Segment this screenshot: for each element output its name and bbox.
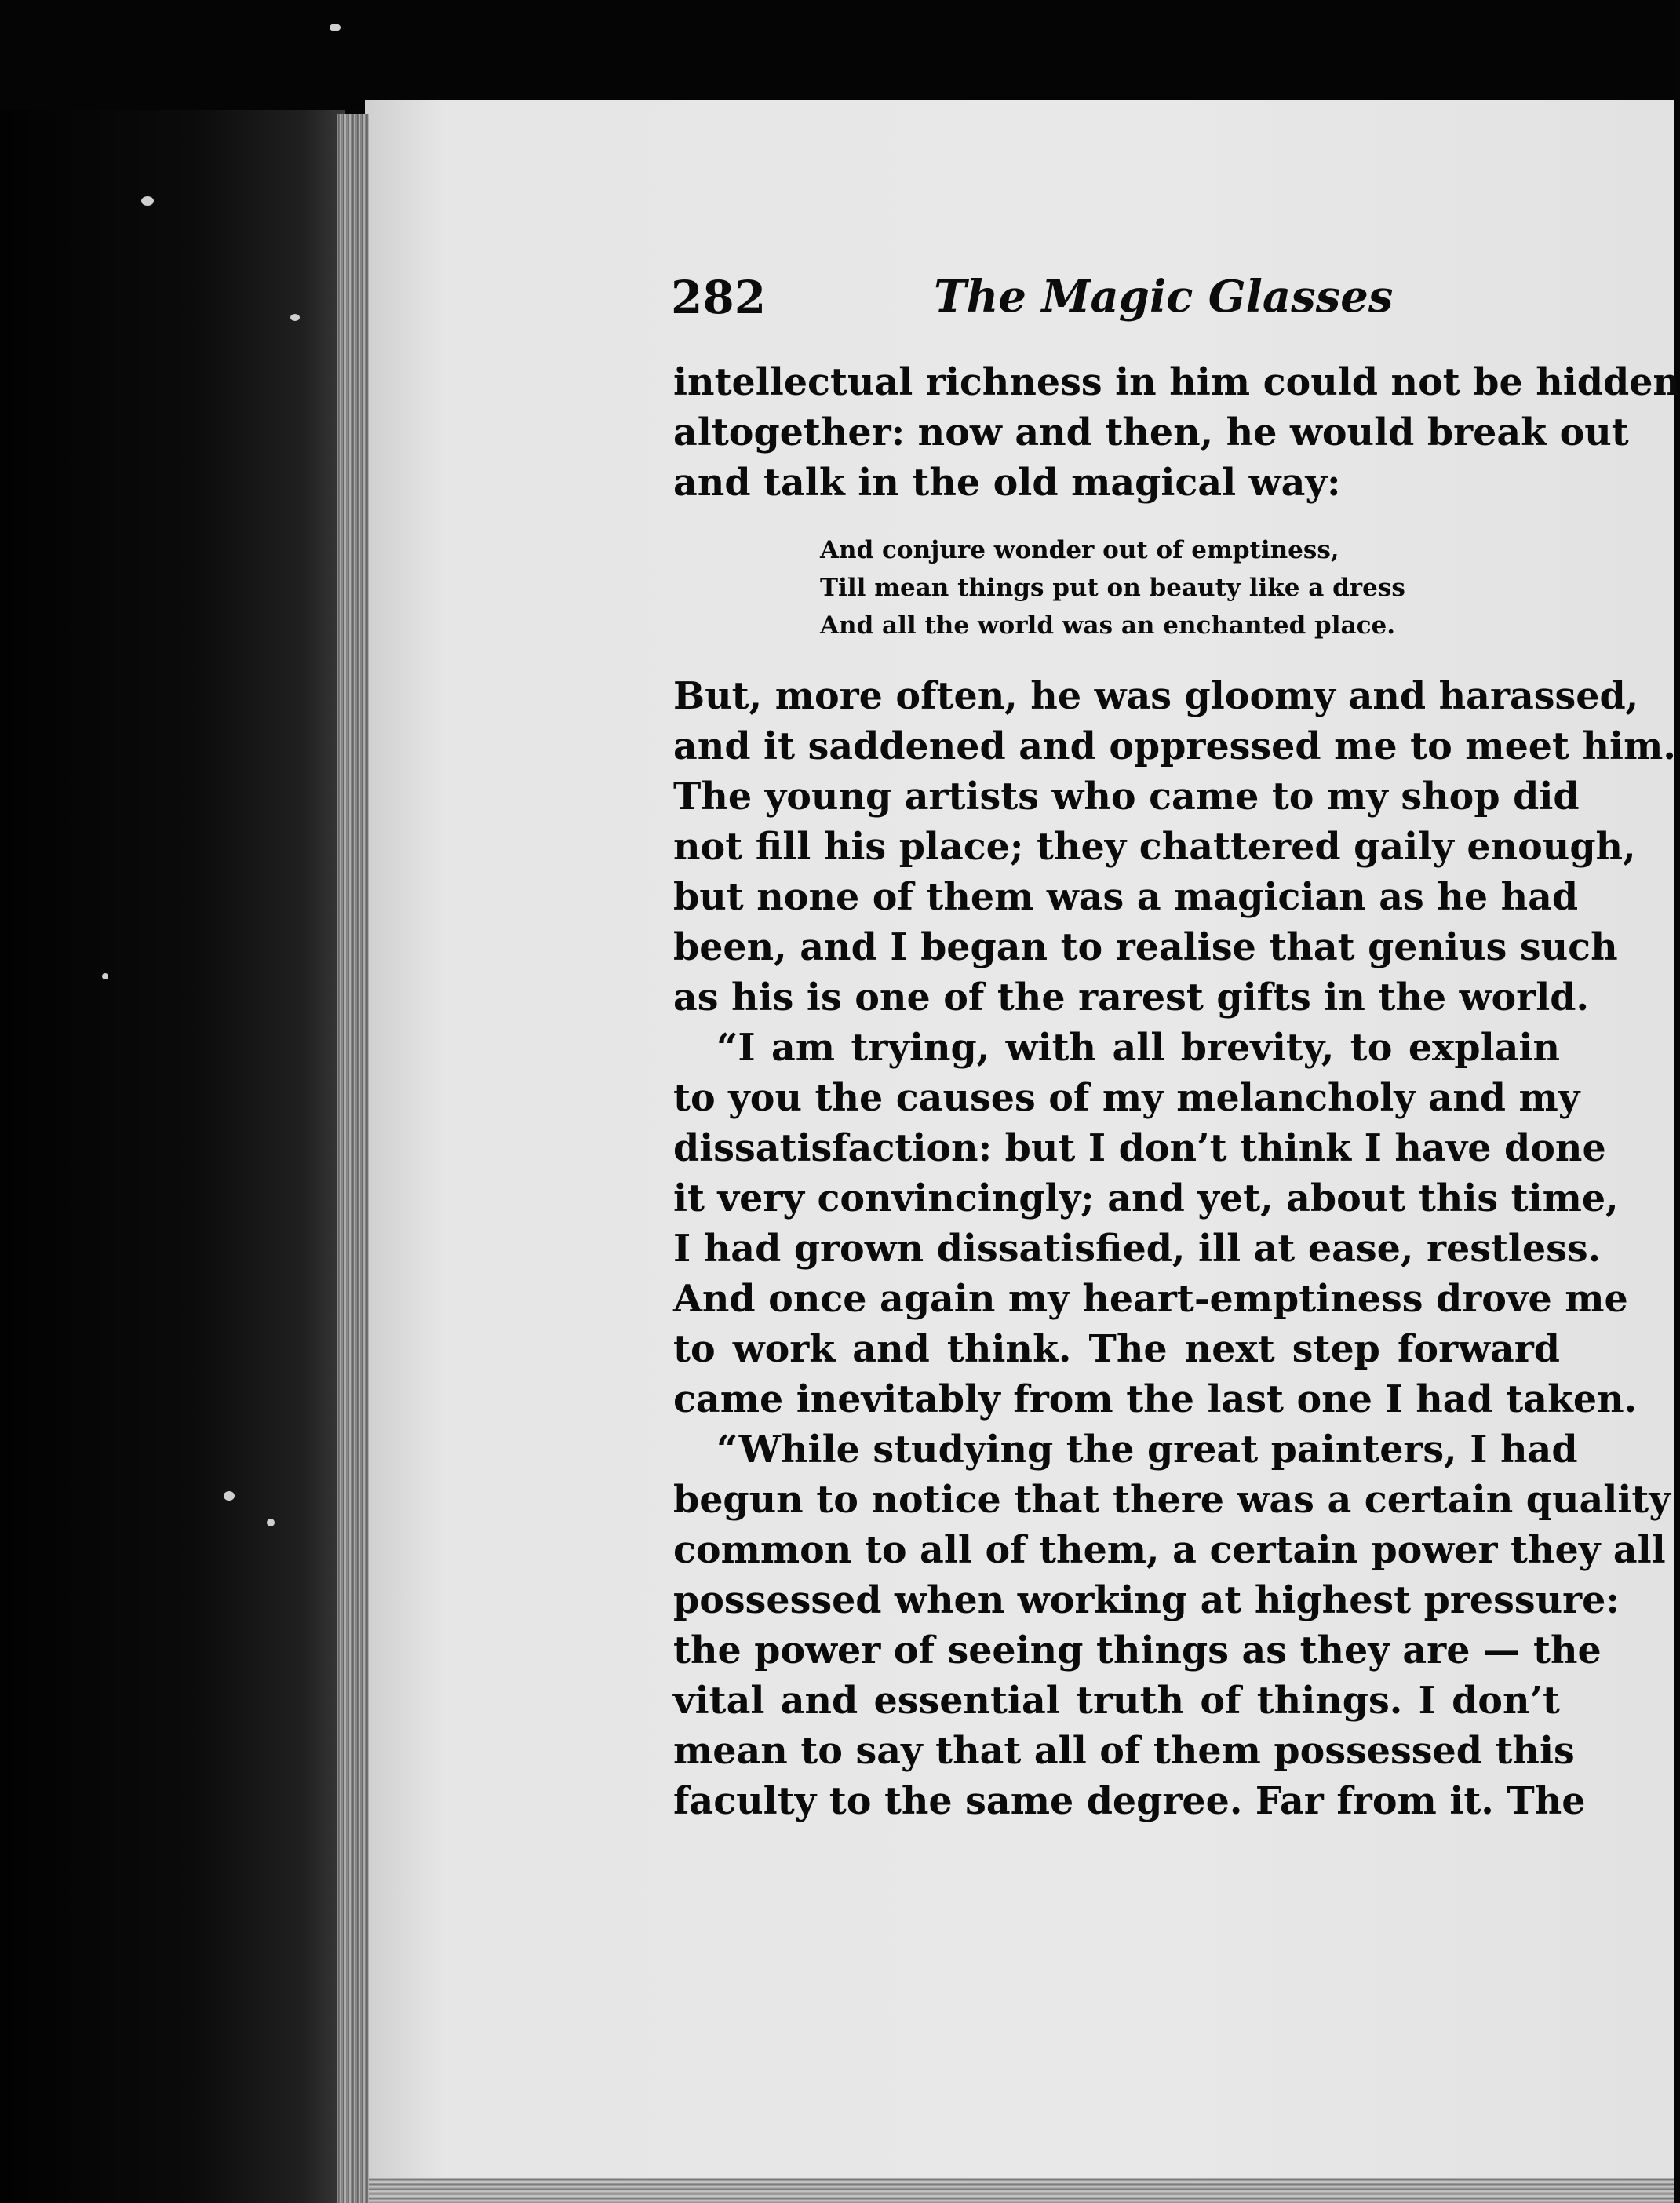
text-line: begun to notice that there was a certain quality (673, 1478, 1671, 1522)
text-line: but none of them was a magician as he had (673, 875, 1579, 919)
text-line: and talk in the old magical way: (673, 461, 1341, 505)
running-head (671, 271, 1565, 341)
book-spine-shadow (0, 110, 345, 2203)
text-line: dissatisfaction: but I don’t think I have done (673, 1126, 1606, 1170)
text-line: intellectual richness in him could not be hidden (673, 360, 1680, 404)
text-line: “While studying the great painters, I had (716, 1428, 1578, 1472)
scan-top-border (0, 0, 1674, 110)
running-title: The Magic Glasses (934, 271, 1394, 323)
text-line: not fill his place; they chattered gaily enough, (673, 825, 1636, 869)
text-line: But, more often, he was gloomy and harassed, (673, 674, 1639, 718)
text-line: and it saddened and oppressed me to meet him. (673, 724, 1676, 768)
dust-speck (267, 1519, 275, 1526)
verse-quotation (820, 531, 1416, 644)
text-line: came inevitably from the last one I had taken. (673, 1377, 1638, 1421)
text-line: to you the causes of my melancholy and my (673, 1076, 1580, 1120)
text-line: “I am trying, with all brevity, to explain (716, 1026, 1560, 1070)
text-line: mean to say that all of them possessed this (673, 1729, 1575, 1773)
dust-speck (102, 973, 108, 979)
verse-line: And all the world was an enchanted place. (820, 611, 1395, 640)
page-bottom-edge (369, 2178, 1674, 2203)
verse-line: Till mean things put on beauty like a dress (820, 574, 1405, 602)
dust-speck (290, 314, 300, 321)
page-gutter-edge (337, 114, 369, 2203)
text-line: been, and I began to realise that genius such (673, 925, 1618, 969)
text-line: possessed when working at highest pressure: (673, 1578, 1620, 1622)
text-line: The young artists who came to my shop did (673, 775, 1580, 819)
dust-speck (224, 1491, 235, 1501)
text-line: vital and essential truth of things. I don’t (673, 1679, 1560, 1723)
paragraph-body (673, 671, 1676, 1826)
text-line: to work and think. The next step forward (673, 1327, 1560, 1371)
text-line: it very convincingly; and yet, about this time, (673, 1176, 1619, 1220)
text-line: as his is one of the rarest gifts in the world. (673, 976, 1590, 1019)
text-line: altogether: now and then, he would break out (673, 410, 1629, 454)
text-line: the power of seeing things as they are — the (673, 1629, 1602, 1672)
page-number: 282 (671, 271, 767, 324)
paragraph-intro (673, 357, 1680, 508)
text-line: faculty to the same degree. Far from it. The (673, 1779, 1586, 1823)
dust-speck (141, 196, 154, 206)
text-line: I had grown dissatisfied, ill at ease, restless. (673, 1227, 1602, 1271)
text-line: common to all of them, a certain power they all (673, 1528, 1666, 1572)
verse-line: And conjure wonder out of emptiness, (820, 536, 1339, 564)
dust-speck (330, 24, 341, 31)
text-line: And once again my heart-emptiness drove me (673, 1277, 1628, 1321)
